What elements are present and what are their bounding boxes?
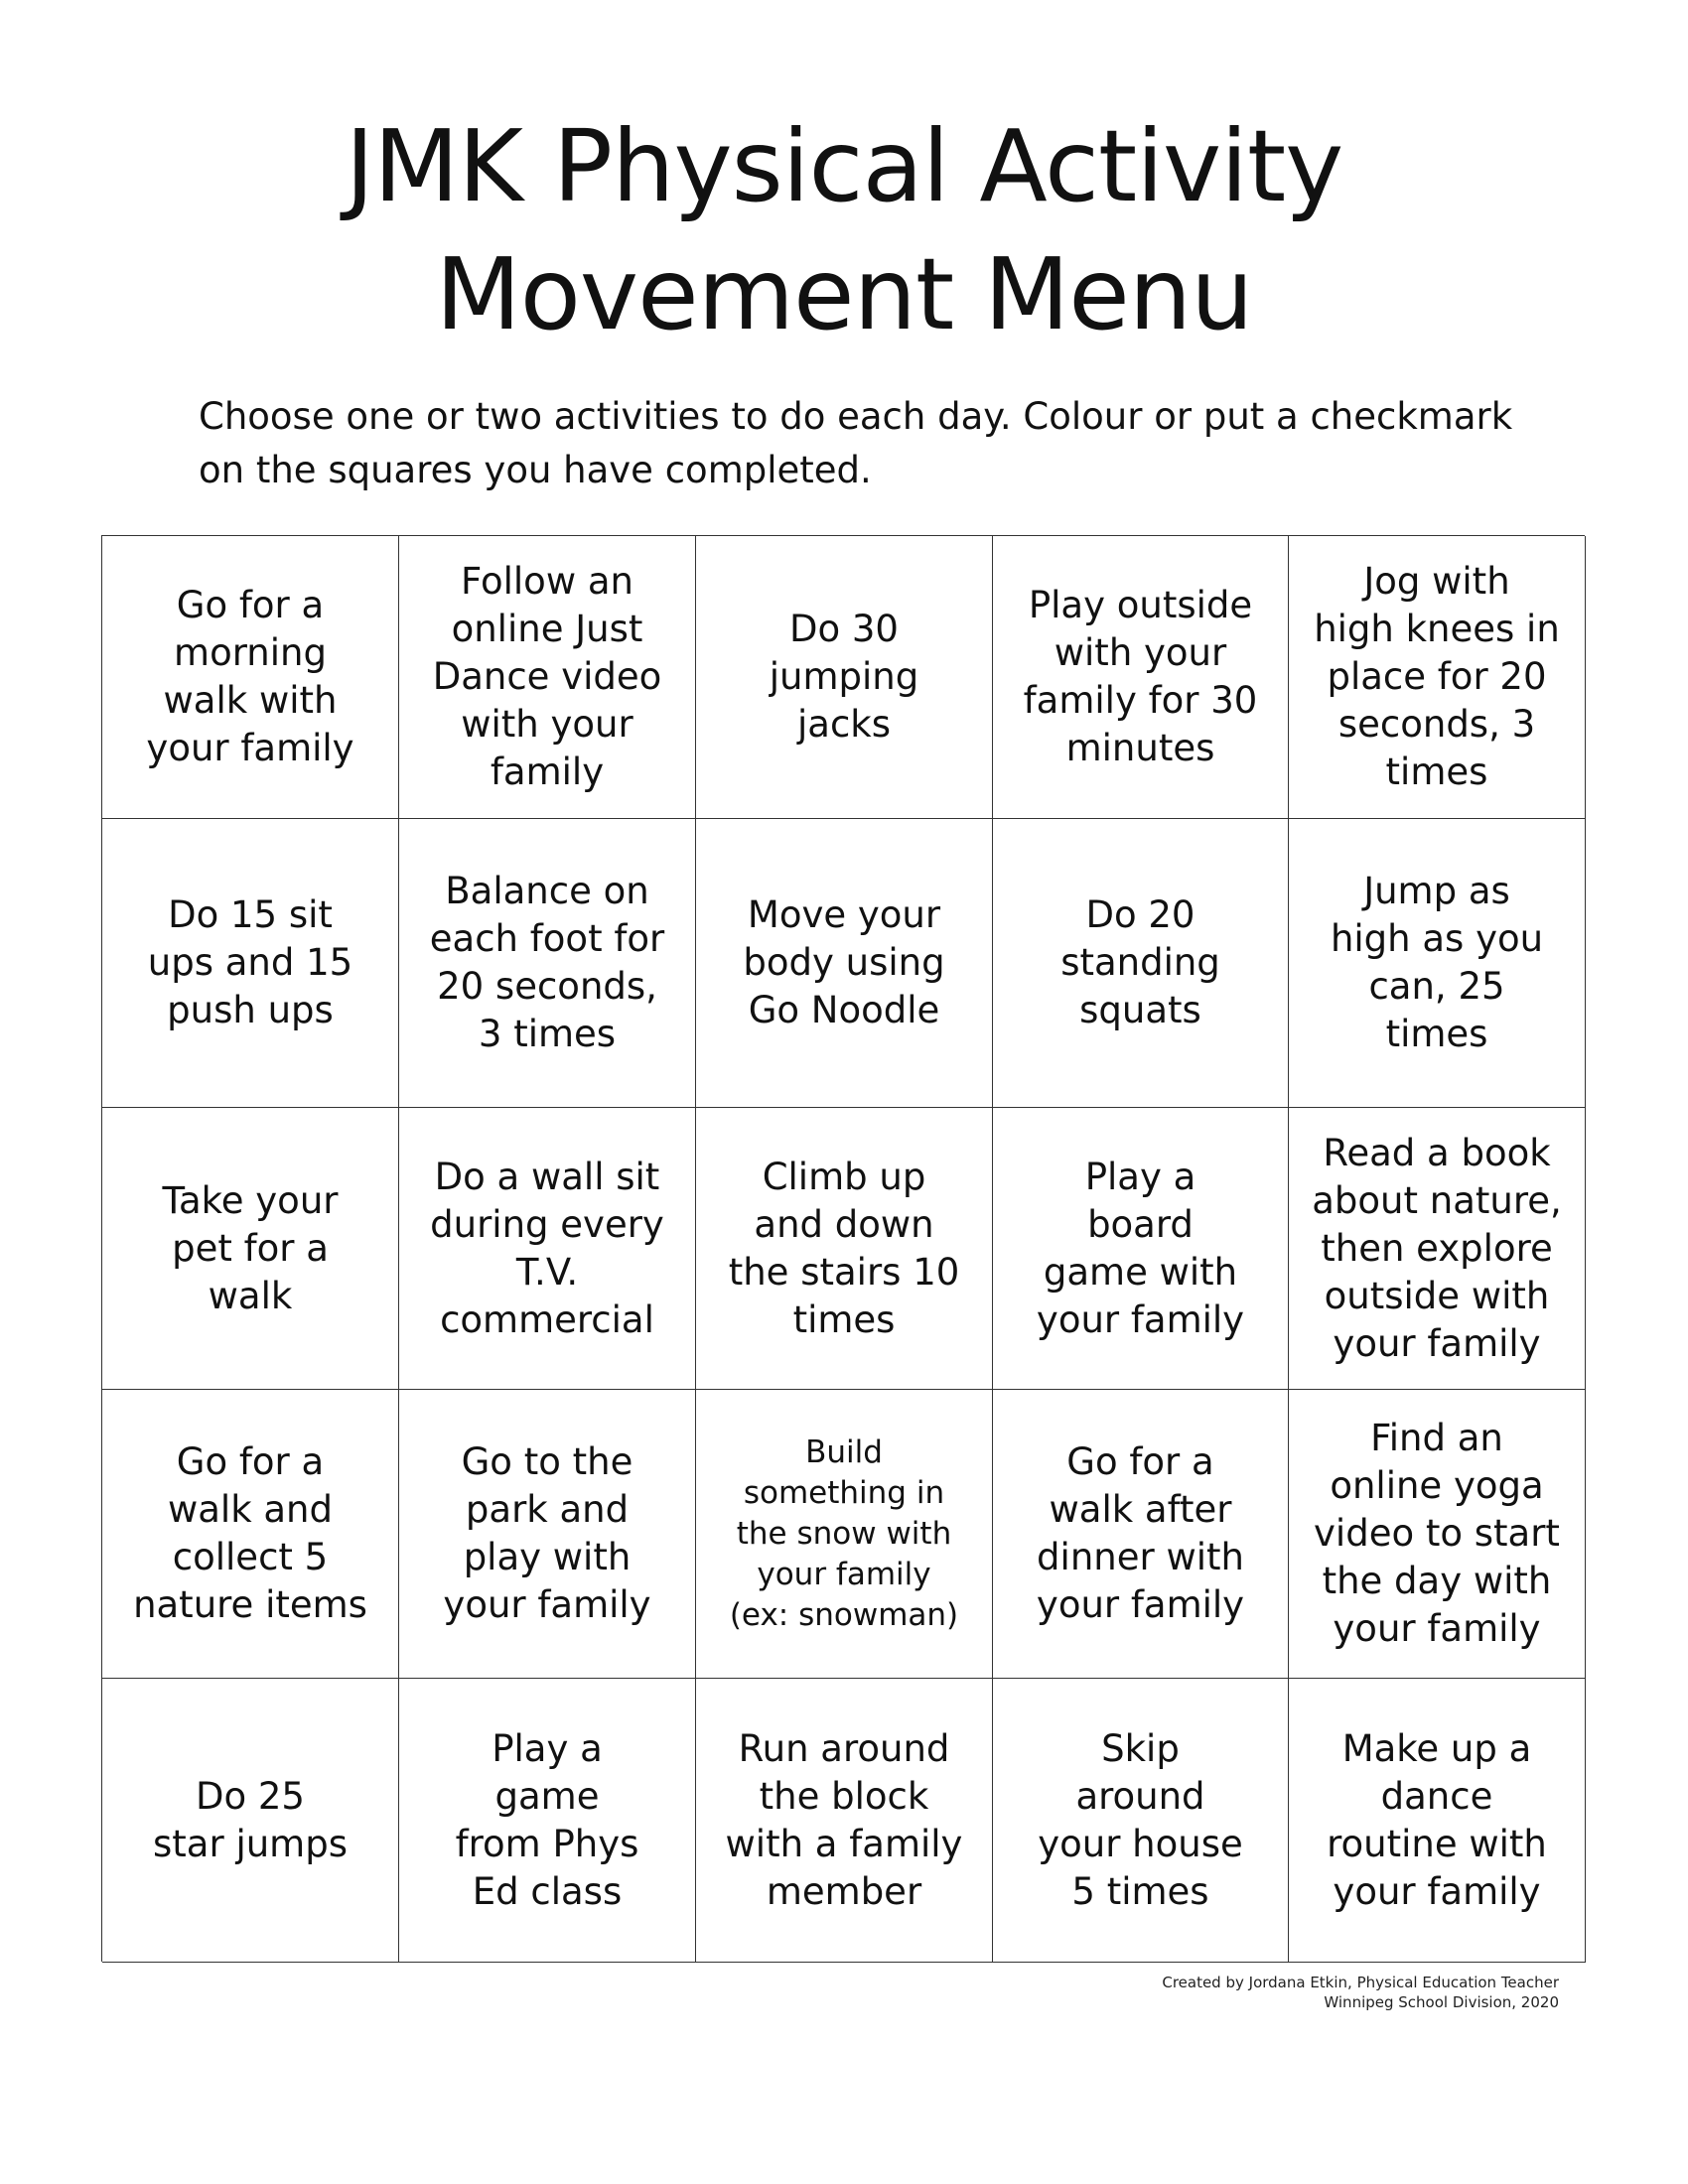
activity-square[interactable]: Find an online yoga video to start the day with your family	[1289, 1390, 1586, 1679]
activity-square[interactable]: Read a book about nature, then explore outside with your family	[1289, 1108, 1586, 1390]
credit-organization: Winnipeg School Division, 2020	[1324, 1993, 1559, 2011]
activity-square[interactable]: Balance on each foot for 20 seconds, 3 times	[399, 819, 696, 1108]
activity-square[interactable]: Go for a walk and collect 5 nature items	[102, 1390, 399, 1679]
activity-square[interactable]: Go to the park and play with your family	[399, 1390, 696, 1679]
activity-square[interactable]: Skip around your house 5 times	[993, 1679, 1289, 1963]
activity-square[interactable]: Move your body using Go Noodle	[696, 819, 993, 1108]
activity-square[interactable]: Do a wall sit during every T.V. commercial	[399, 1108, 696, 1390]
activity-square[interactable]: Make up a dance routine with your family	[1289, 1679, 1586, 1963]
activity-square[interactable]: Play outside with your family for 30 minutes	[993, 536, 1289, 819]
activity-square[interactable]: Run around the block with a family member	[696, 1679, 993, 1963]
activity-square[interactable]: Go for a walk after dinner with your family	[993, 1390, 1289, 1679]
activity-square[interactable]: Climb up and down the stairs 10 times	[696, 1108, 993, 1390]
credit-author: Created by Jordana Etkin, Physical Education Teacher	[1162, 1974, 1559, 1991]
credit-footer	[1162, 1973, 1559, 2012]
page-title-line-1: JMK Physical Activity	[345, 108, 1343, 224]
activity-grid	[101, 535, 1585, 1962]
activity-square[interactable]: Play a board game with your family	[993, 1108, 1289, 1390]
activity-square[interactable]: Play a game from Phys Ed class	[399, 1679, 696, 1963]
activity-square[interactable]: Take your pet for a walk	[102, 1108, 399, 1390]
activity-square[interactable]: Go for a morning walk with your family	[102, 536, 399, 819]
page-title-line-2: Movement Menu	[435, 236, 1253, 352]
activity-square[interactable]: Do 30 jumping jacks	[696, 536, 993, 819]
activity-square[interactable]: Jog with high knees in place for 20 seconds, 3 times	[1289, 536, 1586, 819]
activity-square[interactable]: Do 25 star jumps	[102, 1679, 399, 1963]
instructions-text: Choose one or two activities to do each day. Colour or put a checkmark on the squares you have completed.	[199, 395, 1513, 491]
activity-square[interactable]: Do 15 sit ups and 15 push ups	[102, 819, 399, 1108]
activity-square[interactable]: Jump as high as you can, 25 times	[1289, 819, 1586, 1108]
activity-square[interactable]: Follow an online Just Dance video with your family	[399, 536, 696, 819]
activity-square[interactable]: Build something in the snow with your family (ex: snowman)	[696, 1390, 993, 1679]
activity-square[interactable]: Do 20 standing squats	[993, 819, 1289, 1108]
